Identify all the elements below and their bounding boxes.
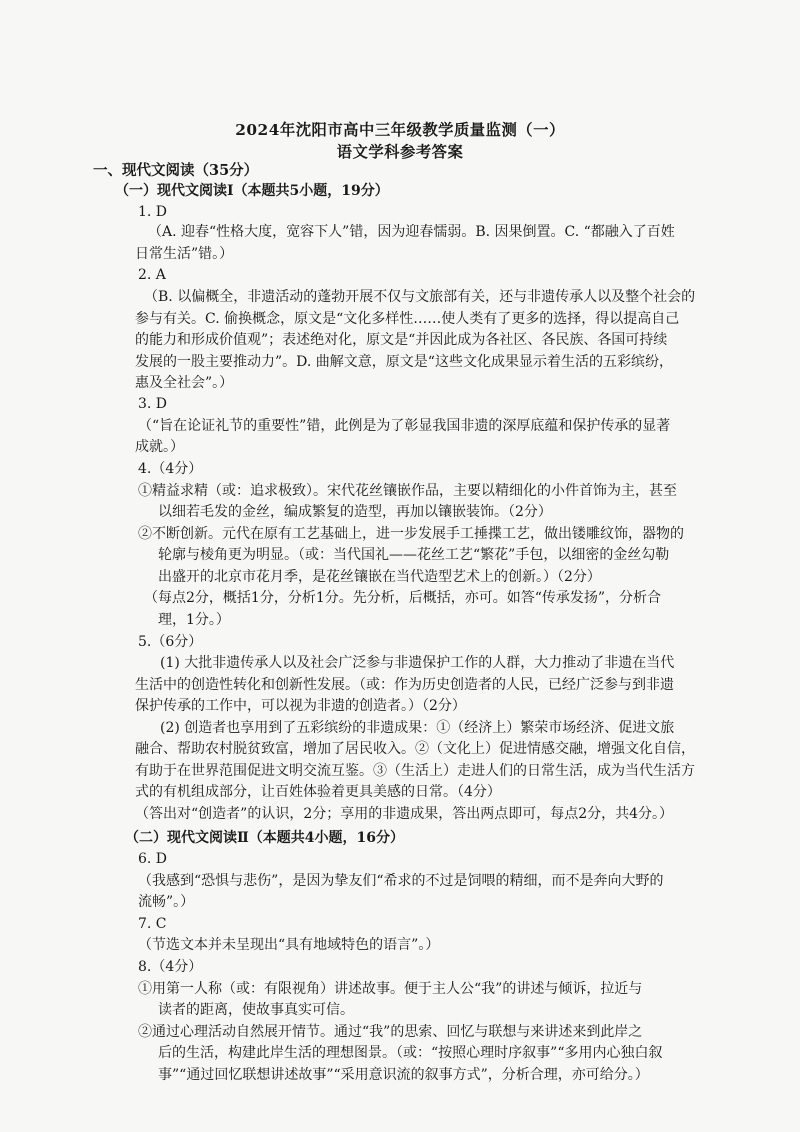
text-line: ②通过心理活动自然展开情节。通过“我”的思索、回忆与联想与来讲述来到此岸之 xyxy=(138,1024,643,1040)
doc-subtitle: 语文学科参考答案 xyxy=(336,143,464,161)
text-line: ①精益求精（或：追求极致）。宋代花丝镶嵌作品，主要以精细化的小件首饰为主，甚至 xyxy=(138,483,677,499)
text-line: 8.（4分） xyxy=(138,959,203,975)
text-line: （节选文本并未呈现出“具有地域特色的语言”。） xyxy=(138,937,440,953)
text-line: 轮廓与棱角更为明显。（或：当代国礼——花丝工艺“繁花”手包，以细密的金丝勾勒 xyxy=(158,547,670,563)
text-line: 3. D xyxy=(138,396,168,412)
text-line: 融合、帮助农村脱贫致富，增加了居民收入。②（文化上）促进情感交融，增强文化自信， xyxy=(135,741,695,757)
text-line: ①用第一人称（或：有限视角）讲述故事。便于主人公“我”的讲述与倾诉，拉近与 xyxy=(138,981,643,997)
text-line: 读者的距离，使故事真实可信。 xyxy=(158,1002,354,1018)
text-line: （我感到“恐惧与悲伤”，是因为挚友们“希求的不过是饲喂的精细，而不是奔向大野的 xyxy=(138,873,664,889)
text-line: 理，1分。） xyxy=(158,612,230,628)
text-line: 5.（6分） xyxy=(138,634,203,650)
section-heading: 一、现代文阅读（35分） xyxy=(93,162,259,179)
text-line: （每点2分，概括1分，分析1分。先分析，后概括，亦可。如答“传承发扬”，分析合 xyxy=(144,590,662,606)
text-line: 的能力和形成价值观”；表述绝对化，原文是“并因此成为各社区、各民族、各国可持续 xyxy=(135,332,668,348)
text-line: 生活中的创造性转化和创新性发展。（或：作为历史创造者的人民，已经广泛参与到非遗 xyxy=(135,677,674,693)
text-line: 1. D xyxy=(138,204,168,220)
text-line: 式的有机组成部分，让百姓体验着更具美感的日常。（4分） xyxy=(135,784,501,800)
text-line: 惠及全社会”。） xyxy=(135,375,234,391)
text-line: 流畅”。） xyxy=(138,894,195,910)
text-line: （“旨在论证礼节的重要性”错，此例是为了彰显我国非遗的深厚底蕴和保护传承的显著 xyxy=(138,418,671,434)
text-line: 2. A xyxy=(138,267,166,283)
text-line: （A. 迎春“性格大度，宽容下人”错，因为迎春懦弱。B. 因果倒置。C. “都融入了百姓 xyxy=(148,224,675,240)
text-line: 成就。） xyxy=(135,439,184,455)
doc-title: 2024年沈阳市高中三年级教学质量监测（一） xyxy=(235,121,565,139)
text-line: 发展的一股主要推动力”。D. 曲解文意，原文是“这些文化成果显示着生活的五彩缤纷， xyxy=(135,354,673,370)
part-heading: （二）现代文阅读Ⅱ（本题共4小题，16分） xyxy=(125,830,405,846)
text-line: 以细若毛发的金丝，编成繁复的造型，再加以镶嵌装饰。（2分） xyxy=(158,504,552,520)
text-line: (1) 大批非遗传承人以及社会广泛参与非遗保护工作的人群，大力推动了非遗在当代 xyxy=(160,655,675,671)
text-line: 有助于在世界范围促进文明交流互鉴。③（生活上）走进人们的日常生活，成为当代生活方 xyxy=(135,763,695,779)
part-heading: （一）现代文阅读Ⅰ（本题共5小题，19分） xyxy=(115,183,389,199)
text-line: 后的生活，构建此岸生活的理想图景。（或：“按照心理时序叙事”“多用内心独白叙 xyxy=(158,1045,663,1061)
text-line: （B. 以偏概全，非遗活动的蓬勃开展不仅与文旅部有关，还与非遗传承人以及整个社会的 xyxy=(144,289,696,305)
text-line: 事”“通过回忆联想讲述故事”“采用意识流的叙事方式”，分析合理，亦可给分。） xyxy=(158,1067,649,1083)
text-line: （答出对“创造者”的认识，2分；享用的非遗成果，答出两点即可，每点2分，共4分。） xyxy=(135,806,674,822)
text-line: 出盛开的北京市花月季，是花丝镶嵌在当代造型艺术上的创新。）（2分） xyxy=(158,569,601,585)
text-line: 6. D xyxy=(138,851,168,867)
text-line: 4.（4分） xyxy=(138,461,203,477)
text-line: 日常生活”错。） xyxy=(135,246,234,262)
text-line: 保护传承的工作中，可以视为非遗的创造者。）（2分） xyxy=(135,698,466,714)
text-line: ②不断创新。元代在原有工艺基础上，进一步发展手工捶揲工艺，做出镂雕纹饰，器物的 xyxy=(138,526,684,542)
text-line: 参与有关。C. 偷换概念，原文是“文化多样性……使人类有了更多的选择，得以提高自己 xyxy=(135,311,680,327)
text-line: 7. C xyxy=(138,916,167,932)
text-line: (2) 创造者也享用到了五彩缤纷的非遗成果：①（经济上）繁荣市场经济、促进文旅 xyxy=(160,720,675,736)
